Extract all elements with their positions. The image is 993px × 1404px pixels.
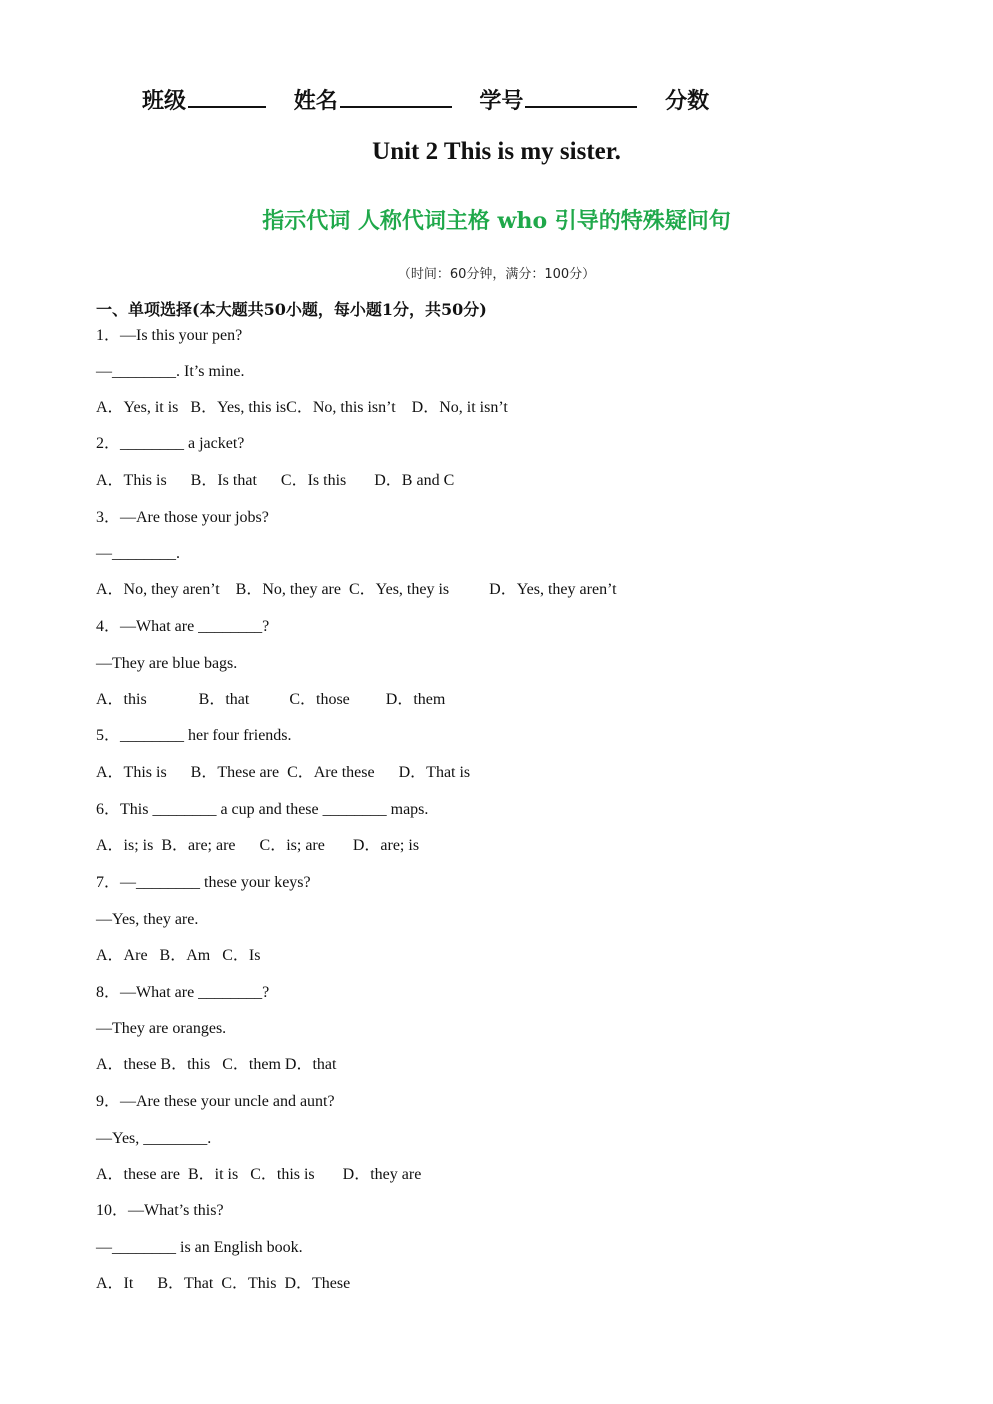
options-line: A．these are B．it is C．this is D．they are — [96, 1166, 422, 1183]
class-field[interactable] — [142, 84, 266, 115]
student-id-field[interactable] — [479, 84, 637, 115]
answer-line: —________. It’s mine. — [96, 363, 245, 380]
class-label: 班级 — [142, 88, 187, 114]
student-id-label: 学号 — [479, 88, 524, 114]
student-info-fields — [142, 84, 729, 115]
answer-line: —They are blue bags. — [96, 655, 238, 672]
name-label: 姓名 — [293, 88, 338, 114]
question-line: 9．—Are these your uncle and aunt? — [96, 1093, 335, 1110]
student-id-blank[interactable] — [525, 84, 637, 108]
answer-line: —________. — [96, 545, 180, 562]
question-line: 5．________ her four friends. — [96, 727, 292, 744]
name-blank[interactable] — [340, 84, 452, 108]
options-line: A．Yes, it is B．Yes, this isC．No, this isn’t D．No, it isn’t — [96, 399, 508, 416]
time-note: （时间：60分钟，满分：100分） — [397, 267, 596, 282]
question-line: 7．—________ these your keys? — [96, 874, 311, 891]
page-title: Unit 2 This is my sister. — [372, 138, 621, 165]
class-blank[interactable] — [188, 84, 266, 108]
options-line: A．these B．this C．them D．that — [96, 1056, 337, 1073]
question-line: 1．—Is this your pen? — [96, 327, 243, 344]
question-line: 2．________ a jacket? — [96, 435, 245, 452]
options-line: A．is; is B．are; are C．is; are D．are; is — [96, 837, 420, 854]
options-line: A．Are B．Am C．Is — [96, 947, 261, 964]
question-line: 4．—What are ________? — [96, 618, 270, 635]
question-line: 6．This ________ a cup and these ________ maps. — [96, 801, 429, 818]
options-line: A．No, they aren’t B．No, they are C．Yes, they is D．Yes, they aren’t — [96, 581, 617, 598]
options-line: A．This is B．Is that C．Is this D．B and C — [96, 472, 455, 489]
question-line: 3．—Are those your jobs? — [96, 509, 269, 526]
score-field — [665, 84, 709, 115]
answer-line: —They are oranges. — [96, 1020, 227, 1037]
question-line: 8．—What are ________? — [96, 984, 270, 1001]
options-line: A．It B．That C．This D．These — [96, 1275, 351, 1292]
options-line: A．This is B．These are C．Are these D．That is — [96, 764, 471, 781]
page-subtitle: 指示代词 人称代词主格 who 引导的特殊疑问句 — [262, 208, 731, 234]
section-title: 一、单项选择(本大题共50小题，每小题1分，共50分) — [96, 300, 487, 319]
name-field[interactable] — [294, 84, 452, 115]
answer-line: —Yes, they are. — [96, 911, 199, 928]
question-line: 10．—What’s this? — [96, 1202, 224, 1219]
score-label: 分数 — [665, 88, 710, 114]
answer-line: —________ is an English book. — [96, 1239, 303, 1256]
answer-line: —Yes, ________. — [96, 1130, 212, 1147]
options-line: A．this B．that C．those D．them — [96, 691, 446, 708]
